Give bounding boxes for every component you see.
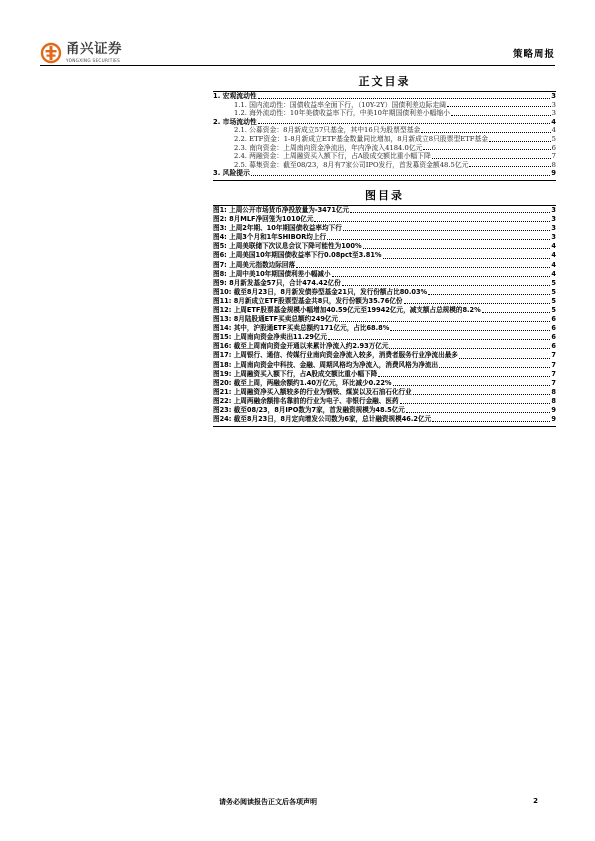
dot-leader <box>447 106 551 107</box>
figure-index-entry-text: 图22: 上周两融余额排名靠前的行业为电子、非银行金融、医药 <box>213 396 399 405</box>
toc-bottom-divider <box>213 180 556 181</box>
toc-entry-page: 7 <box>551 152 556 161</box>
logo-english-name: YONGXING SECURITIES <box>66 57 121 63</box>
dot-leader <box>258 98 551 99</box>
figure-index-entry-page: 8 <box>551 387 556 396</box>
toc-entry-text: 2.4. 两融资金：上周融资买入额下行，占A股成交额比重小幅下降 <box>234 152 431 161</box>
figure-index-entry-page: 4 <box>551 251 556 260</box>
toc-entry-page: 6 <box>551 143 556 152</box>
toc-entry[interactable] <box>213 135 556 144</box>
figure-index-entry[interactable] <box>213 288 556 297</box>
figure-index-entry-page: 5 <box>551 305 556 314</box>
dot-leader <box>451 115 551 116</box>
figure-index-entry-page: 7 <box>551 351 556 360</box>
figure-index-entry-text: 图21: 上周融资净买入额较多的行业为钢铁、煤炭以及石油石化行业 <box>213 387 412 396</box>
report-type-label: 策略周报 <box>512 49 555 60</box>
toc-entry-page: 8 <box>551 160 556 169</box>
figure-index-entry[interactable] <box>213 251 556 260</box>
figure-index-entry-text: 图15: 上周南向资金净卖出11.29亿元 <box>213 333 328 342</box>
dot-leader <box>390 330 550 331</box>
toc-entry[interactable] <box>213 152 556 161</box>
figure-index-entry-text: 图3: 上周2年期、10年期国债收益率均下行 <box>213 224 342 233</box>
toc-entry-page: 4 <box>551 126 556 135</box>
dot-leader <box>439 367 550 368</box>
dot-leader <box>343 230 551 231</box>
page-header <box>40 40 555 66</box>
figure-index-entry-page: 3 <box>551 215 556 224</box>
dot-leader <box>400 403 551 404</box>
figure-index-entry-text: 图17: 上周银行、通信、传媒行业南向资金净流入较多，消费者服务行业净流出最多 <box>213 351 458 360</box>
figure-index-entry-page: 6 <box>551 333 556 342</box>
figure-index-entry-page: 4 <box>551 242 556 251</box>
dot-leader <box>428 294 550 295</box>
figure-index-entry-text: 图14: 其中，沪股通ETF买卖总额约171亿元，占比68.8% <box>213 324 390 333</box>
header-divider <box>40 65 555 66</box>
figure-index-entry-page: 6 <box>551 315 556 324</box>
dot-leader <box>432 158 551 159</box>
dot-leader <box>423 149 550 150</box>
figure-index-list <box>213 206 556 424</box>
figure-index-title: 图目录 <box>365 188 404 202</box>
toc-entry[interactable] <box>213 161 556 170</box>
dot-leader <box>332 276 551 277</box>
figure-index-entry-text: 图13: 8月陆股通ETF买卖总额约249亿元 <box>213 315 339 324</box>
figure-index-entry[interactable] <box>213 388 556 397</box>
dot-leader <box>469 166 550 167</box>
dot-leader <box>482 312 551 313</box>
toc-list <box>213 92 556 178</box>
figure-index-entry[interactable] <box>213 379 556 388</box>
dot-leader <box>413 394 551 395</box>
figure-index-entry[interactable] <box>213 315 556 324</box>
figure-index-entry-text: 图8: 上周中美10年期国债利差小幅减小 <box>213 269 331 278</box>
figure-index-entry-text: 图9: 8月新发基金57只，合计474.42亿份 <box>213 278 341 287</box>
dot-leader <box>296 267 550 268</box>
dot-leader <box>432 421 550 422</box>
toc-entry-page: 9 <box>551 169 556 178</box>
toc-entry[interactable] <box>213 109 556 118</box>
dot-leader <box>404 303 551 304</box>
dot-leader <box>327 239 550 240</box>
figure-index-entry-text: 图2: 8月MLF净回笼为1010亿元 <box>213 215 314 224</box>
figure-index-bottom-divider <box>213 426 556 427</box>
figure-index-entry[interactable] <box>213 297 556 306</box>
figure-index-entry[interactable] <box>213 415 556 424</box>
logo-chinese-name: 甬兴证券 <box>66 41 122 58</box>
figure-index-entry[interactable] <box>213 306 556 315</box>
figure-index-entry-text: 图1: 上周公开市场货币净投放量为-3471亿元 <box>213 205 350 214</box>
toc-entry[interactable] <box>213 92 556 101</box>
figure-index-entry-text: 图4: 上周3个月和1年SHIBOR均上行 <box>213 233 327 242</box>
figure-index-entry-text: 图16: 截至上周南向资金开通以来累计净流入约2.93万亿元 <box>213 342 389 351</box>
figure-index-entry-page: 9 <box>551 415 556 424</box>
figure-index-entry-page: 6 <box>551 324 556 333</box>
toc-entry-text: 2.3. 南向资金：上周南向资金净流出，年内净流入4184.0亿元 <box>234 143 423 152</box>
dot-leader <box>251 175 550 176</box>
toc-entry-page: 3 <box>551 109 556 118</box>
figure-index-entry-text: 图6: 上周美国10年期国债收益率下行0.08pct至3.81% <box>213 251 382 260</box>
figure-index-entry-page: 6 <box>551 342 556 351</box>
figure-index-entry-page: 8 <box>551 396 556 405</box>
figure-index-entry-text: 图18: 上周南向资金中科技、金融、周期风格均为净流入，消费风格为净流出 <box>213 360 439 369</box>
figure-index-entry-page: 5 <box>551 287 556 296</box>
figure-index-entry[interactable] <box>213 233 556 242</box>
figure-index-entry-page: 7 <box>551 378 556 387</box>
toc-entry-text: 2.1. 公募资金：8月新成立57只基金，其中16只为股票型基金 <box>234 126 421 135</box>
toc-entry[interactable] <box>213 126 556 135</box>
figure-index-entry-page: 4 <box>551 260 556 269</box>
figure-index-entry-page: 9 <box>551 406 556 414</box>
figure-index-entry-text: 图10: 截至8月23日，8月新发债券型基金21只，发行份额占比80.03% <box>213 287 428 296</box>
figure-index-entry[interactable] <box>213 397 556 406</box>
figure-index-entry-page: 7 <box>551 360 556 369</box>
yongxing-logo-icon <box>40 42 62 64</box>
figure-index-entry-page: 5 <box>551 278 556 287</box>
toc-entry[interactable] <box>213 144 556 153</box>
dot-leader <box>328 339 550 340</box>
toc-entry-page: 4 <box>551 117 556 126</box>
figure-index-entry[interactable] <box>213 261 556 270</box>
figure-index-entry-page: 5 <box>551 296 556 305</box>
figure-index-entry[interactable] <box>213 279 556 288</box>
toc-entry[interactable] <box>213 169 556 178</box>
figure-index-entry-text: 图7: 上周美元指数边际回落 <box>213 260 296 269</box>
figure-index-entry-text: 图20: 截至上周，两融余额约1.40万亿元，环比减少0.22% <box>213 378 392 387</box>
figure-index-entry[interactable] <box>213 215 556 224</box>
dot-leader <box>459 358 551 359</box>
figure-index-entry[interactable] <box>213 370 556 379</box>
toc-entry-text: 2. 市场流动性 <box>213 117 257 126</box>
figure-index-entry-text: 图24: 截至8月23日，8月定向增发公司数为6家，总计融资规模46.2亿元 <box>213 415 432 424</box>
dot-leader <box>421 132 550 133</box>
figure-index-entry[interactable] <box>213 406 556 415</box>
toc-entry-text: 1. 宏观流动性 <box>213 92 257 100</box>
figure-index-entry[interactable] <box>213 206 556 215</box>
page-number: 2 <box>533 797 538 805</box>
figure-index-entry-page: 7 <box>551 369 556 378</box>
dot-leader <box>363 248 551 249</box>
company-logo <box>40 40 122 66</box>
figure-index-entry-text: 图12: 上周ETF股票基金规模小幅增加40.59亿元至19942亿元，减支额占总规模的8.2% <box>213 305 481 314</box>
toc-entry-page: 3 <box>551 100 556 109</box>
toc-entry-page: 5 <box>551 134 556 143</box>
toc-entry-page: 3 <box>551 92 556 100</box>
toc-entry-text: 2.2. ETF资金：1-8月新成立ETF基金数量同比增加，8月新成立8只股票型ETF基金 <box>234 134 489 143</box>
dot-leader <box>378 376 550 377</box>
toc-entry-text: 1.1. 国内流动性：国债收益率全面下行，（10Y-2Y）国债利差边际走阔 <box>234 100 446 109</box>
dot-leader <box>406 412 551 413</box>
toc-title: 正文目录 <box>358 75 411 88</box>
figure-index-entry-page: 4 <box>551 269 556 278</box>
toc-entry[interactable] <box>213 101 556 110</box>
figure-index-entry-text: 图19: 上周融资买入额下行，占A股成交额比重小幅下降 <box>213 369 378 378</box>
figure-index-entry-text: 图5: 上周美联储下次议息会议下降可能性为100% <box>213 242 362 251</box>
dot-leader <box>342 285 551 286</box>
footer-disclaimer: 请务必阅读报告正文后各项声明 <box>219 798 317 806</box>
figure-index-entry-page: 3 <box>551 224 556 233</box>
dot-leader <box>350 212 550 213</box>
dot-leader <box>339 321 550 322</box>
dot-leader <box>393 385 551 386</box>
figure-index-entry-page: 3 <box>551 205 556 214</box>
figure-index-entry[interactable] <box>213 224 556 233</box>
toc-entry-text: 1.2. 海外流动性：10年美债收益率下行，中美10年期国债利差小幅缩小 <box>234 109 450 118</box>
dot-leader <box>389 348 550 349</box>
figure-index-entry[interactable] <box>213 351 556 360</box>
dot-leader <box>383 258 551 259</box>
dot-leader <box>489 141 551 142</box>
toc-entry-text: 2.5. 募集资金：截至08/23，8月有7家公司IPO发行，首发募资金额48.5亿元 <box>234 160 469 169</box>
figure-index-entry-page: 3 <box>551 233 556 242</box>
toc-entry-text: 3. 风险提示 <box>213 169 250 178</box>
figure-index-entry-text: 图23: 截至08/23，8月IPO数为7家，首发融资规模为48.5亿元 <box>213 406 405 414</box>
main-content <box>213 71 556 427</box>
figure-index-entry[interactable] <box>213 361 556 370</box>
dot-leader <box>314 221 550 222</box>
figure-index-entry[interactable] <box>213 333 556 342</box>
figure-index-entry[interactable] <box>213 324 556 333</box>
figure-index-entry[interactable] <box>213 270 556 279</box>
figure-index-entry-text: 图11: 8月新成立ETF股票型基金共8只，发行份额为35.76亿份 <box>213 296 403 305</box>
dot-leader <box>258 123 551 124</box>
